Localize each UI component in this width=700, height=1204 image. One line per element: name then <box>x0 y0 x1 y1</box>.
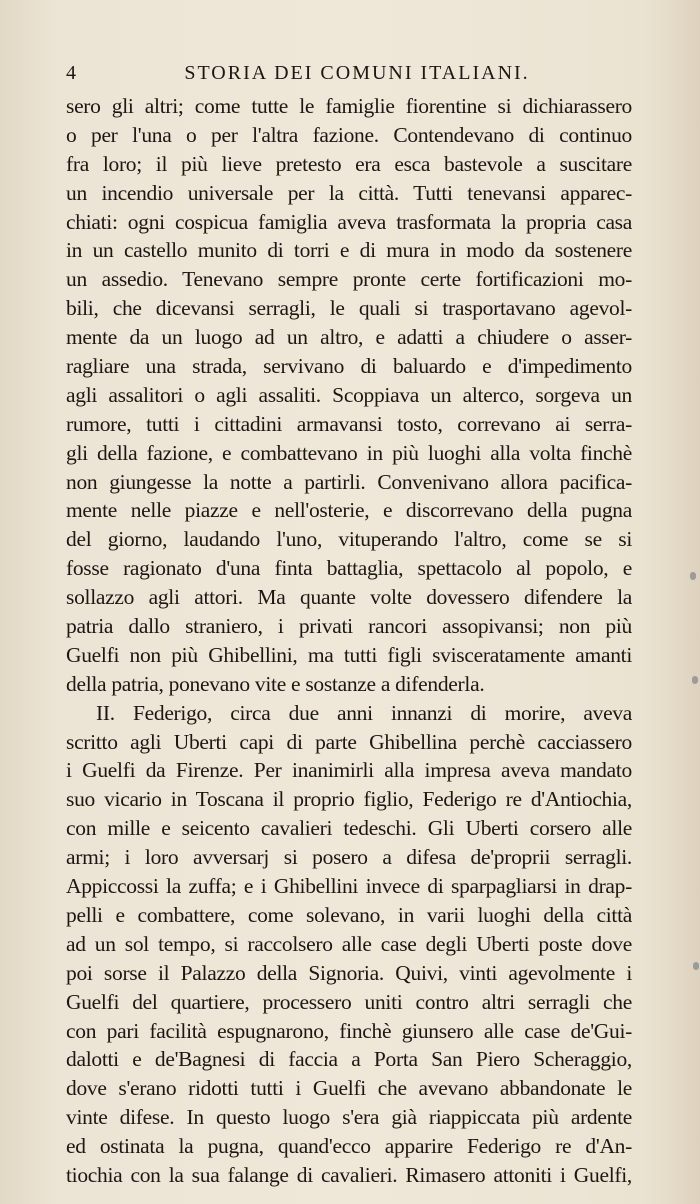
text-line: mente da un luogo ad un altro, e adatti a chiudere o asser- <box>66 325 632 350</box>
text-line: mente nelle piazze e nell'osterie, e discorrevano della pugna <box>66 498 632 523</box>
text-line: patria dallo straniero, i privati rancori assopivansi; non più <box>66 614 632 639</box>
text-line: dalotti e de'Bagnesi di faccia a Porta San Piero Scheraggio, <box>66 1047 632 1072</box>
text-line: Appiccossi la zuffa; e i Ghibellini invece di sparpagliarsi in drap- <box>66 874 632 899</box>
text-line: scritto agli Uberti capi di parte Ghibellina perchè cacciassero <box>66 729 632 754</box>
section-start-line: II. Federigo, circa due anni innanzi di morire, aveva <box>96 700 632 725</box>
text-line: fosse ragionato d'una finta battaglia, spettacolo al popolo, e <box>66 556 632 581</box>
scan-speck <box>693 962 699 970</box>
text-line: un assedio. Tenevano sempre pronte certe fortificazioni mo- <box>66 267 632 292</box>
text-line: chiati: ogni cospicua famiglia aveva trasformata la propria casa <box>66 209 632 234</box>
text-line: con pari facilità espugnarono, finchè giunsero alle case de'Gui- <box>66 1018 632 1043</box>
text-line: ed ostinata la pugna, quand'ecco apparire Federigo re d'An- <box>66 1134 632 1159</box>
text-line: armi; i loro avversarj si posero a difesa de'proprii serragli. <box>66 845 632 870</box>
text-line: poi sorse il Palazzo della Signoria. Quivi, vinti agevolmente i <box>66 960 632 985</box>
text-line: in un castello munito di torri e di mura in modo da sostenere <box>66 238 632 263</box>
text-line: i Guelfi da Firenze. Per inanimirli alla impresa aveva mandato <box>66 758 632 783</box>
text-line: pelli e combattere, come solevano, in varii luoghi della città <box>66 902 632 927</box>
text-line: Guelfi del quartiere, processero uniti contro altri serragli che <box>66 989 632 1014</box>
text-line: non giungesse la notte a partirli. Convenivano allora pacifica- <box>66 469 632 494</box>
text-line: ad un sol tempo, si raccolsero alle case degli Uberti poste dove <box>66 931 632 956</box>
text-line: fra loro; il più lieve pretesto era esca bastevole a suscitare <box>66 151 632 176</box>
text-line: un incendio universale per la città. Tutti tenevansi apparec- <box>66 180 632 205</box>
text-line: bili, che dicevansi serragli, le quali si trasportavano agevol- <box>66 296 632 321</box>
text-line: Guelfi non più Ghibellini, ma tutti figli svisceratamente amanti <box>66 642 632 667</box>
text-line: rumore, tutti i cittadini armavansi tosto, correvano ai serra- <box>66 411 632 436</box>
scan-speck <box>692 676 698 684</box>
text-line: agli assalitori o agli assaliti. Scoppiava un alterco, sorgeva un <box>66 382 632 407</box>
text-line: ragliare una strada, servivano di baluardo e d'impedimento <box>66 354 632 379</box>
text-line: dove s'erano ridotti tutti i Guelfi che avevano abbandonate le <box>66 1076 632 1101</box>
scan-speck <box>690 572 696 580</box>
running-title: STORIA DEI COMUNI ITALIANI. <box>184 62 530 84</box>
text-line: suo vicario in Toscana il proprio figlio, Federigo re d'Antiochia, <box>66 787 632 812</box>
text-line: con mille e seicento cavalieri tedeschi. Gli Uberti corsero alle <box>66 816 632 841</box>
text-line: del giorno, laudando l'uno, vituperando l'altro, come se si <box>66 527 632 552</box>
text-line: sollazzo agli attori. Ma quante volte dovessero difendere la <box>66 585 632 610</box>
text-line: gli della fazione, e combattevano in più luoghi alla volta finchè <box>66 440 632 465</box>
page-number: 4 <box>66 62 78 84</box>
text-line: o per l'una o per l'altra fazione. Contendevano di continuo <box>66 122 632 147</box>
text-line: sero gli altri; come tutte le famiglie fiorentine si dichiarassero <box>66 94 632 118</box>
running-head <box>66 62 626 88</box>
paragraph-end-line: della patria, ponevano vite e sostanze a difenderla. <box>66 671 485 696</box>
text-line: vinte difese. In questo luogo s'era già riappiccata più ardente <box>66 1105 632 1130</box>
body-text <box>66 92 632 1190</box>
text-line: tiochia con la sua falange di cavalieri. Rimasero attoniti i Guelfi, <box>66 1162 632 1187</box>
